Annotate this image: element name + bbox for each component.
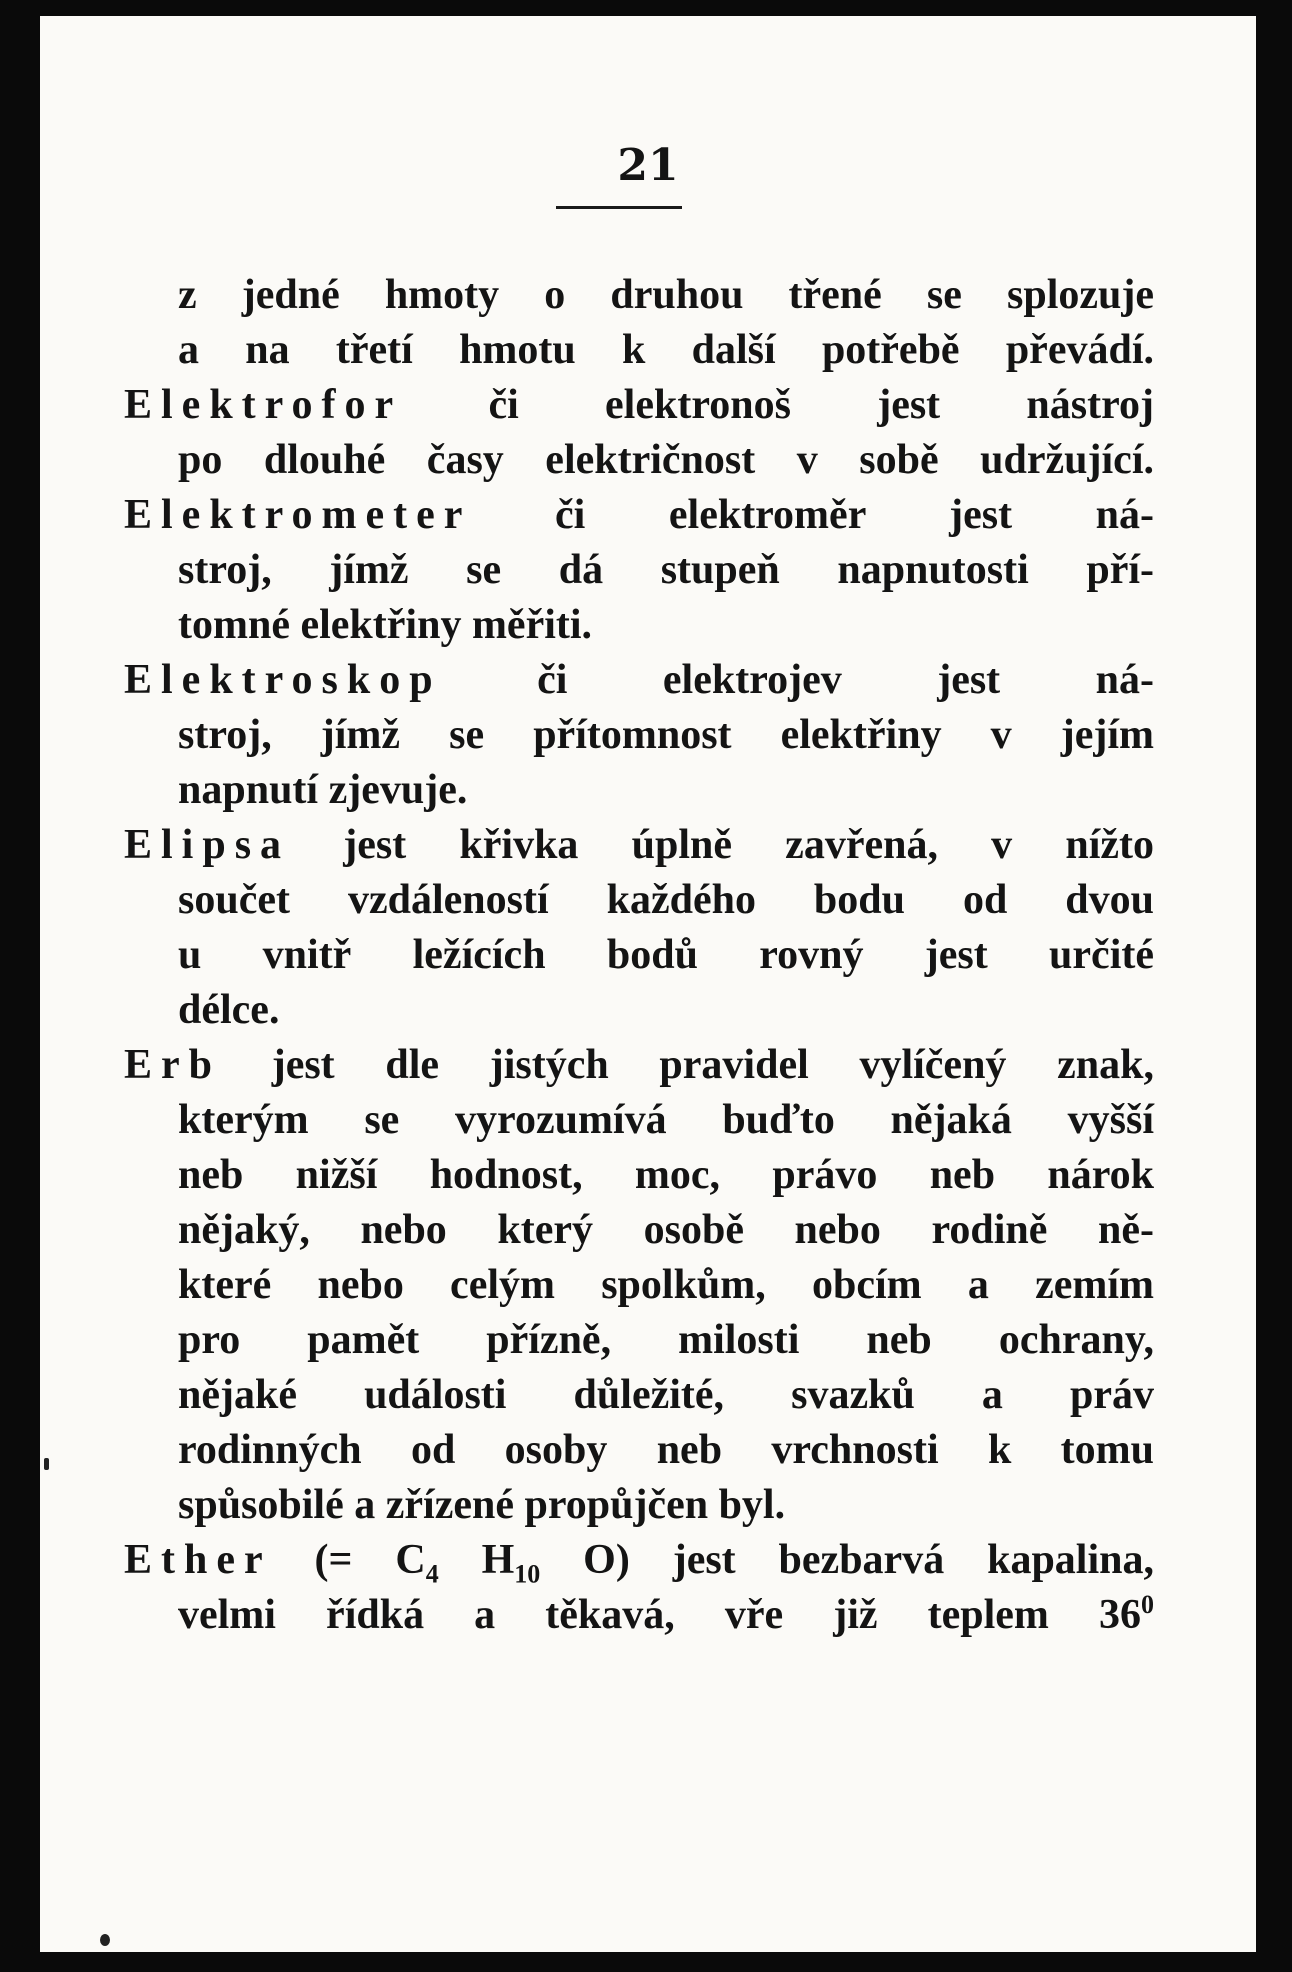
line-text: spůsobilé a zřízené propůjčen byl.: [178, 1482, 786, 1528]
line-text: nějaké události důležité, svazků a práv: [178, 1372, 1154, 1418]
text-line: [178, 1258, 1154, 1312]
text-line: [178, 1368, 1154, 1422]
line-text: jest křivka úplně zavřená, v nížto: [290, 822, 1154, 868]
text-line: [178, 268, 1154, 322]
text-line: [178, 1148, 1154, 1202]
line-text: z jedné hmoty o druhou třené se splozuje: [178, 272, 1154, 318]
line-text: délce.: [178, 987, 280, 1033]
entry-first-line: [124, 818, 1154, 872]
text-line: [178, 873, 1154, 927]
text-line: [178, 763, 1154, 817]
entry-first-line: [124, 488, 1154, 542]
text-line: [178, 1093, 1154, 1147]
line-text: které nebo celým spolkům, obcím a zemím: [178, 1262, 1154, 1308]
line-text: stroj, jímž se přítomnost elektřiny v jejím: [178, 712, 1154, 758]
entry-first-line: [124, 1038, 1154, 1092]
line-text: tomné elektřiny měřiti.: [178, 602, 593, 648]
line-text: napnutí zjevuje.: [178, 767, 468, 813]
text-line: [178, 1423, 1154, 1477]
line-text: jest dle jistých pravidel vylíčený znak,: [221, 1042, 1154, 1088]
line-text: rodinných od osoby neb vrchnosti k tomu: [178, 1427, 1154, 1473]
formula-subscript: 4: [425, 1559, 439, 1589]
book-page: [40, 16, 1256, 1952]
text-line: [178, 543, 1154, 597]
entry-first-line: [124, 653, 1154, 707]
text-line: [178, 1313, 1154, 1367]
ink-speck: [44, 1458, 49, 1470]
last-line: [178, 1588, 1154, 1642]
entry-term: Elipsa: [124, 822, 291, 868]
entry-term: Elektrofor: [124, 382, 403, 428]
entry-first-line: [124, 378, 1154, 432]
entry-term: Elektroskop: [124, 657, 442, 703]
page-number-rule: [556, 206, 682, 209]
ether-line: [124, 1533, 1154, 1587]
line-text: pro pamět přízně, milosti neb ochrany,: [178, 1317, 1154, 1363]
entry-term: Ether: [124, 1537, 272, 1583]
page-number: 21: [617, 140, 679, 191]
line-text: či elektrojev jest ná-: [441, 657, 1154, 703]
line-text: po dlouhé časy električnost v sobě udržující.: [178, 437, 1154, 483]
line-text: a na třetí hmotu k další potřebě převádí.: [178, 327, 1154, 373]
formula-rest: O) jest bezbarvá kapalina,: [540, 1537, 1155, 1583]
line-text: neb nižší hodnost, moc, právo neb nárok: [178, 1152, 1154, 1198]
text-line: [178, 598, 1154, 652]
formula-hydrogen: H: [438, 1537, 515, 1583]
entry-term: Erb: [124, 1042, 222, 1088]
line-text: nějaký, nebo který osobě nebo rodině ně-: [178, 1207, 1154, 1253]
ink-speck: [100, 1934, 110, 1946]
text-line: [178, 928, 1154, 982]
text-line: [178, 323, 1154, 377]
line-text: součet vzdáleností každého bodu od dvou: [178, 877, 1154, 923]
line-text: kterým se vyrozumívá buďto nějaká vyšší: [178, 1097, 1154, 1143]
line-text: u vnitř ležících bodů rovný jest určité: [178, 932, 1154, 978]
text-line: [178, 1478, 1154, 1532]
formula-open: (= C: [271, 1537, 426, 1583]
line-text: stroj, jímž se dá stupeň napnutosti pří-: [178, 547, 1154, 593]
line-text: či elektroměr jest ná-: [471, 492, 1154, 538]
line-text: či elektronoš jest nástroj: [402, 382, 1154, 428]
entry-term: Elektrometer: [124, 492, 472, 538]
text-line: [178, 983, 1154, 1037]
text-line: [178, 708, 1154, 762]
formula-subscript: 10: [514, 1559, 541, 1589]
degree-superscript: 0: [1141, 1590, 1154, 1619]
line-text: velmi řídká a těkavá, vře již teplem 36: [178, 1592, 1141, 1638]
text-line: [178, 433, 1154, 487]
text-line: [178, 1203, 1154, 1257]
